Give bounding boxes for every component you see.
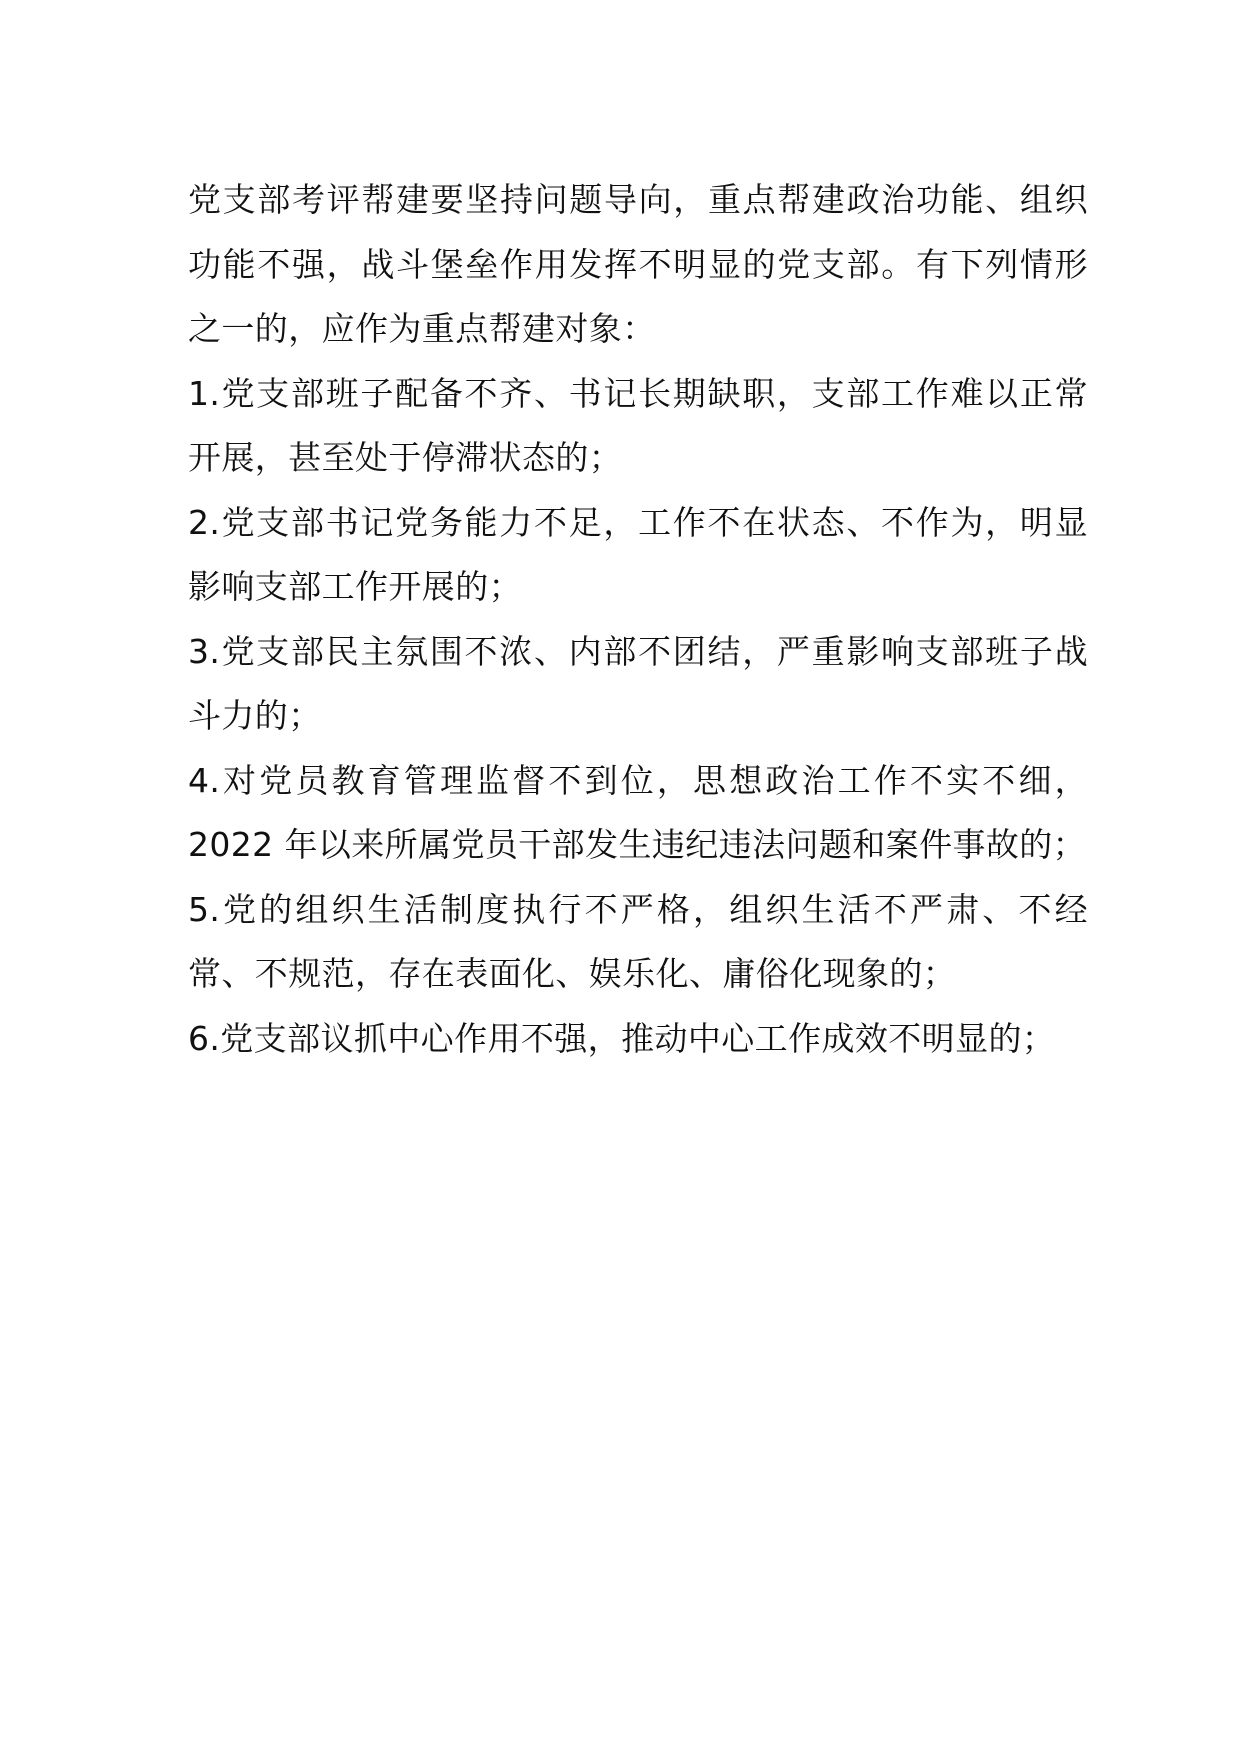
intro-paragraph: 党支部考评帮建要坚持问题导向，重点帮建政治功能、组织功能不强，战斗堡垒作用发挥不明显的党支部。有下列情形之一的，应作为重点帮建对象：: [188, 180, 1088, 348]
document-body: [188, 168, 1088, 1071]
list-item-6: 6.党支部议抓中心作用不强，推动中心工作成效不明显的；: [188, 1018, 1056, 1058]
list-item-1: 1.党支部班子配备不齐、书记长期缺职，支部工作难以正常开展，甚至处于停滞状态的；: [188, 373, 1088, 477]
list-item-2: 2.党支部书记党务能力不足，工作不在状态、不作为，明显影响支部工作开展的；: [188, 502, 1088, 606]
list-item-3: 3.党支部民主氛围不浓、内部不团结，严重影响支部班子战斗力的；: [188, 631, 1088, 735]
list-item-4: 4.对党员教育管理监督不到位，思想政治工作不实不细，2022 年以来所属党员干部发生违纪违法问题和案件事故的；: [188, 760, 1088, 864]
list-item-5: 5.党的组织生活制度执行不严格，组织生活不严肃、不经常、不规范，存在表面化、娱乐化、庸俗化现象的；: [188, 889, 1088, 993]
